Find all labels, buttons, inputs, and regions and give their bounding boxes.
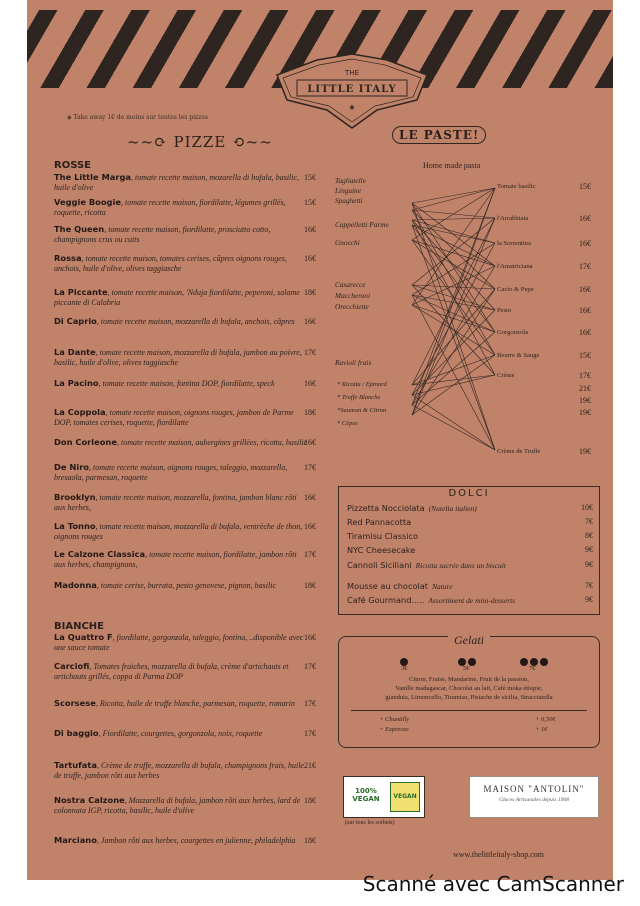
- pizza-name: Don Corleone: [54, 437, 117, 447]
- pizza-description: , Ricotta, huile de truffe blanche, parmesan, roquette, romarin: [95, 699, 295, 708]
- sauce-name: Gorgonzola: [497, 329, 529, 336]
- rosse-heading: ROSSE: [54, 160, 91, 171]
- pizza-name: Di baggio: [54, 728, 99, 738]
- pizza-item: [54, 287, 309, 308]
- ravioli-price: 19€: [579, 396, 591, 405]
- gelati-flavors: Citron, Fraise, Mandarine, Fruit de la passion, Vanille madagascar, Chocolat au lait, Café moka étiopie, gianduia, Limoncello, Tiramisu, Pistache de sicilia, Stracciatella: [385, 676, 553, 701]
- pizza-price: 16€: [304, 379, 316, 388]
- sauce-price: 16€: [579, 285, 591, 294]
- pizza-price: 15€: [304, 173, 316, 182]
- sauce-price: 17€: [579, 262, 591, 271]
- takeaway-note: ◈ Take away 1€ de moins sur toutes les pizzes: [67, 114, 208, 121]
- pizza-name: The Queen: [54, 224, 105, 234]
- pizza-name: Carciofi: [54, 661, 90, 671]
- dessert-name: Mousse au chocolat: [347, 581, 428, 591]
- pizza-price: 18€: [304, 836, 316, 845]
- sauce-name: Beurre & Sauge: [497, 352, 540, 359]
- pasta-type: Orecchiette: [335, 302, 369, 311]
- ornament-right-icon: ⟲~~: [226, 133, 273, 151]
- pizza-price: 16€: [304, 633, 316, 642]
- diamond-icon: ◈: [67, 114, 74, 121]
- gelati-title: Gelati: [448, 633, 490, 647]
- pizza-description: , tomate recette maison, mozzarella di bufala, ventrèche de thon, oignons rouges: [54, 522, 303, 541]
- bianche-heading: BIANCHE: [54, 621, 104, 632]
- sauce-price: 16€: [579, 239, 591, 248]
- pizza-item: [54, 835, 309, 846]
- logo-top: THE: [345, 69, 359, 77]
- pizza-price: 15€: [304, 198, 316, 207]
- ravioli-filling: * Ricotta / Epinard: [337, 381, 387, 388]
- pizza-name: Veggie Boogie: [54, 197, 121, 207]
- pizza-item: [54, 437, 309, 448]
- ravioli-price: 19€: [579, 408, 591, 417]
- dessert-note: Assortiment de mini-desserts: [428, 596, 516, 605]
- pizza-item: [54, 347, 309, 368]
- pasta-type: Cappelletti Parme: [335, 220, 389, 229]
- pizza-price: 17€: [304, 662, 316, 671]
- dolci-box: [338, 486, 600, 615]
- sauce-name: Tomate basilic: [497, 183, 536, 190]
- sauce-price: 16€: [579, 328, 591, 337]
- pizza-description: , tomate recette maison, fiordilatte, jambon rôti aux herbes, champignons,: [54, 550, 297, 569]
- sauce-name: Crème de Truffe: [497, 448, 541, 455]
- scoop-icon: [540, 658, 548, 666]
- pizza-price: 18€: [304, 288, 316, 297]
- pizza-description: , tomate recette maison, 'Nduja fiordilatte, peperoni, salame piccante di Calabria: [54, 288, 300, 307]
- dessert-item: [347, 581, 593, 591]
- pasta-type: Gnocchi: [335, 238, 360, 247]
- pizza-description: , tomate recette maison, oignons rouges, taleggio, mozzarella, bresaola, parmesan, roquette: [54, 463, 288, 482]
- pizza-description: , tomate recette maison, mozzarella di bufala, jambon au poivre, basilic, huile d'olive, olives taggiasche: [54, 348, 302, 367]
- sauce-name: l'Amatriciana: [497, 263, 533, 270]
- gelati-extra-prices: + 0,50€ + 1€: [535, 716, 556, 733]
- pizza-item: [54, 316, 309, 327]
- pizza-item: [54, 728, 309, 739]
- pizza-description: , tomate recette maison, tomates cerises, câpres oignons rouges, anchois, huile d'olive, olives taggiasche: [54, 254, 287, 273]
- gelati-price-2: 5€: [463, 665, 470, 672]
- pizza-name: Scorsese: [54, 698, 96, 708]
- ravioli-price: 21€: [579, 384, 591, 393]
- sauce-name: la Sorrentina: [497, 240, 531, 247]
- pizza-item: [54, 549, 309, 570]
- pasta-type: Maccheroni: [335, 291, 370, 300]
- gelati-price-1: 3€: [401, 665, 408, 672]
- pizza-description: , Tomates fraiches, mozzarella di bufala, crème d'artichauts et artichauts grillés, coppa di Parma DOP: [54, 662, 289, 681]
- pasta-type: Linguine: [335, 186, 361, 195]
- ravioli-filling: *Saumon & Citron: [337, 407, 387, 414]
- dessert-price: 8€: [585, 531, 593, 540]
- dessert-name: NYC Cheesecake: [347, 545, 416, 555]
- pizza-price: 17€: [304, 729, 316, 738]
- pizza-name: La Quattro F: [54, 632, 113, 642]
- pizza-description: , tomate recette maison, mozzarella di bufala, anchois, câpres: [96, 317, 295, 326]
- paste-subtitle: Home made pasta: [423, 161, 481, 170]
- pizza-price: 16€: [304, 493, 316, 502]
- pizza-description: , tomate cerise, burrata, pesto genovese, pignon, basilic: [96, 581, 277, 590]
- website[interactable]: www.thelittleitaly-shop.com: [453, 850, 545, 859]
- dessert-note: (Nutella italien): [428, 504, 477, 513]
- dessert-price: 9€: [585, 595, 593, 604]
- gelati-extras: + Chantilly + Expresso: [379, 716, 410, 733]
- pasta-type: Ravioli frais: [335, 358, 372, 367]
- pizza-name: Marciano: [54, 835, 97, 845]
- pizza-item: [54, 632, 309, 653]
- dessert-note: Ricotta sucrée dans un biscuit: [415, 561, 506, 570]
- pizza-item: [54, 172, 309, 193]
- pizza-name: Madonna: [54, 580, 97, 590]
- pizza-price: 16€: [304, 522, 316, 531]
- dessert-item: [347, 517, 593, 527]
- dessert-price: 7€: [585, 517, 593, 526]
- pizza-name: La Tonno: [54, 521, 96, 531]
- pizza-price: 18€: [304, 581, 316, 590]
- pasta-type: Tagliatelle: [335, 176, 366, 185]
- sauce-name: Cacio & Pepe: [497, 286, 534, 293]
- pizza-name: Rossa: [54, 253, 82, 263]
- sauce-price: 17€: [579, 371, 591, 380]
- pizza-item: [54, 224, 309, 245]
- sauce-name: l'Arrabbiata: [497, 215, 529, 222]
- dessert-price: 9€: [585, 545, 593, 554]
- ornament-left-icon: ~~⟳: [127, 133, 174, 151]
- maison-antolin-logo: MAISON "ANTOLIN" Glaces Artisanales depuis 1908: [469, 776, 599, 818]
- pizza-name: La Piccante: [54, 287, 108, 297]
- vegan-icon: VEGAN: [390, 782, 420, 812]
- pizza-price: 18€: [304, 796, 316, 805]
- dessert-price: 7€: [585, 581, 593, 590]
- sauce-price: 16€: [579, 306, 591, 315]
- pizza-item: [54, 661, 309, 682]
- svg-text:★: ★: [348, 103, 356, 112]
- pizza-price: 17€: [304, 463, 316, 472]
- pizza-item: [54, 580, 309, 591]
- pizza-price: 18€: [304, 408, 316, 417]
- dessert-name: Red Pannacotta: [347, 517, 412, 527]
- pizza-name: De Niro: [54, 462, 89, 472]
- dessert-item: [347, 503, 593, 513]
- pizza-description: , tomate recette maison, fontina DOP, fiordilatte, speck: [98, 379, 275, 388]
- sauce-price: 15€: [579, 182, 591, 191]
- pizza-price: 16€: [304, 317, 316, 326]
- pizza-item: [54, 462, 309, 483]
- pizza-description: , tomate recette maison, mozarella di bufala, basilic, huile d'olive: [54, 173, 300, 192]
- pizza-price: 17€: [304, 699, 316, 708]
- little-italy-logo: [267, 50, 437, 130]
- pizza-item: [54, 378, 309, 389]
- sauce-name: Crème: [497, 372, 515, 379]
- dessert-item: [347, 545, 593, 555]
- pizza-price: 17€: [304, 550, 316, 559]
- pizza-description: , Jambon rôti aux herbes, courgettes en julienne, philadelphia: [96, 836, 296, 845]
- gelati-box: [338, 633, 600, 748]
- dessert-item: [347, 560, 593, 570]
- dessert-name: Cannoli Siciliani: [347, 560, 412, 570]
- pizza-price: 17€: [304, 348, 316, 357]
- pizza-description: , tomate recette maison, fiordilatte, prosciutto cotto, champignons crus ou cuits: [54, 225, 271, 244]
- sorbets-note: (sur tous les sorbets): [345, 820, 395, 826]
- dessert-item: [347, 595, 593, 605]
- pizza-item: [54, 197, 309, 218]
- pizza-item: [54, 698, 309, 709]
- pasta-type: Spaghetti: [335, 196, 363, 205]
- pasta-sauce-lines: [407, 185, 502, 455]
- dolci-title: DOLCI: [442, 488, 495, 499]
- pizza-price: 16€: [304, 225, 316, 234]
- pizza-name: Di Caprio: [54, 316, 97, 326]
- dessert-note: Nature: [431, 582, 453, 591]
- pizza-item: [54, 795, 309, 816]
- sauce-price: 15€: [579, 351, 591, 360]
- pizza-name: La Pacino: [54, 378, 99, 388]
- pizza-price: 21€: [304, 761, 316, 770]
- pizze-title: ~~⟳ PIZZE ⟲~~: [127, 133, 273, 151]
- pizza-description: , Crème de truffe, mozzarella di bufala, champignons frais, huile de truffe, jambon rôti aux herbes: [54, 761, 304, 780]
- pizza-description: , Mozzarella di bufala, jambon rôti aux herbes, lard de colonnata IGP, ricotta, basilic, huile d'olive: [54, 796, 301, 815]
- pizza-name: Le Calzone Classica: [54, 549, 146, 559]
- pizza-description: , tomate recette maison, mozzarella, fontina, jambon blanc rôti aux herbes,: [54, 493, 297, 512]
- pizza-name: La Dante: [54, 347, 96, 357]
- pizza-name: The Little Marga: [54, 172, 131, 182]
- menu-sheet: [27, 0, 613, 880]
- pizza-description: , tomate recette maison, fiordilatte, légumes grillés, roquette, ricotta: [54, 198, 286, 217]
- pizza-item: [54, 760, 309, 781]
- gelati-divider: [351, 710, 587, 711]
- sauce-price: 19€: [579, 447, 591, 456]
- dessert-price: 10€: [581, 503, 593, 512]
- logo-name: LITTLE ITALY: [307, 84, 397, 95]
- sauce-name: Pesto: [497, 307, 512, 314]
- pizza-item: [54, 407, 309, 428]
- pizza-price: 16€: [304, 254, 316, 263]
- pizza-item: [54, 253, 309, 274]
- ravioli-filling: * Cèpes: [337, 420, 358, 427]
- sauce-price: 16€: [579, 214, 591, 223]
- dessert-name: Pizzetta Nocciolata: [347, 503, 425, 513]
- dessert-price: 9€: [585, 560, 593, 569]
- pizza-name: Brooklyn: [54, 492, 96, 502]
- pizza-name: Nostra Calzone: [54, 795, 125, 805]
- camscanner-watermark: Scanné avec CamScanner: [362, 872, 624, 896]
- dessert-item: [347, 531, 593, 541]
- paste-title: LE PASTE!: [392, 126, 486, 144]
- gelati-price-3: 7€: [529, 665, 536, 672]
- pizza-item: [54, 521, 309, 542]
- dessert-name: Café Gourmand.....: [347, 595, 425, 605]
- dessert-name: Tiramisu Classico: [347, 531, 419, 541]
- pizza-description: , fiordilatte, gorgonzola, taleggio, fontina, ..disponible avec une sauce tomate: [54, 633, 304, 652]
- pizza-name: La Coppola: [54, 407, 106, 417]
- pizza-description: , tomate recette maison, oignons rouges, jambon de Parme DOP, tomates cerises, roquette, fiordilatte: [54, 408, 294, 427]
- pizza-price: 16€: [304, 438, 316, 447]
- scoop-icon: [520, 658, 528, 666]
- vegan-badge: 100% VEGAN VEGAN: [343, 776, 425, 818]
- pizza-item: [54, 492, 309, 513]
- ravioli-filling: * Truffe Blanche: [337, 394, 381, 401]
- pizza-description: , tomate recette maison, aubergines grillées, ricotta, basilic: [116, 438, 308, 447]
- pizza-name: Tartufata: [54, 760, 97, 770]
- pasta-type: Casarecce: [335, 280, 366, 289]
- pizza-description: , Fiordilatte, courgettes, gorgonzola, noix, roquette: [98, 729, 263, 738]
